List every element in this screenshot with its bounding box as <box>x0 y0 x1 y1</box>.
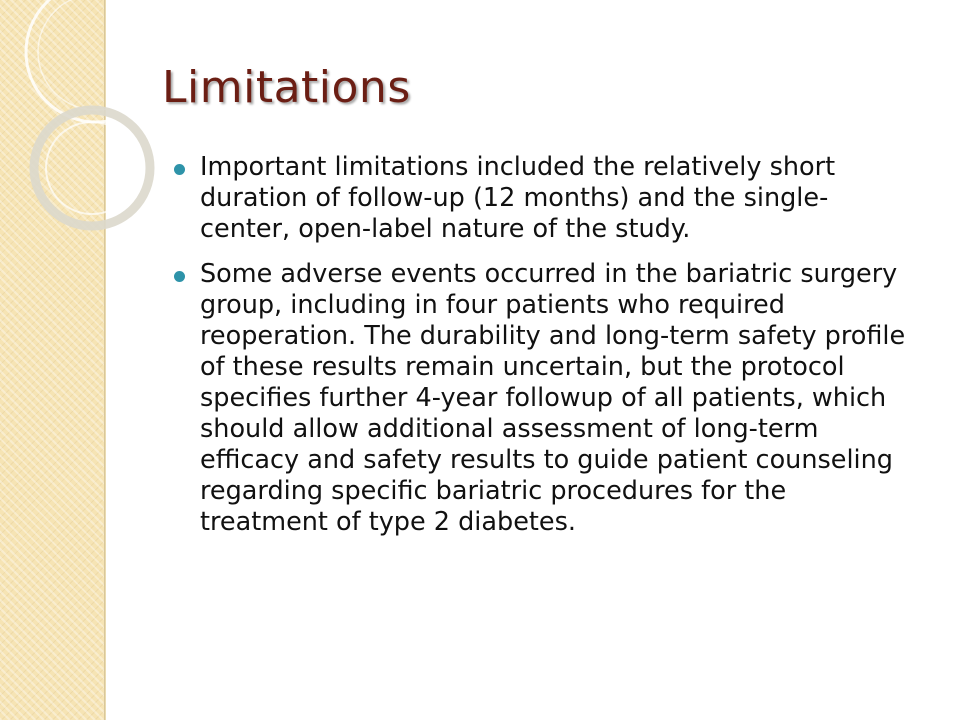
bullet-dot-icon <box>174 271 185 282</box>
bullet-list <box>172 152 912 552</box>
bullet-item <box>172 259 912 538</box>
bullet-text: Some adverse events occurred in the bariatric surgery group, including in four patients who required reoperation. The durability and long-term safety profile of these results remain uncertain, but the protocol specifies further 4-year followup of all patients, which should allow additional assessment of long-term efficacy and safety results to guide patient counseling regarding specific bariatric procedures for the treatment of type 2 diabetes. <box>200 259 906 537</box>
bullet-item <box>172 152 912 245</box>
bullet-dot-icon <box>174 164 185 175</box>
bullet-text: Important limitations included the relatively short duration of follow-up (12 months) and the single-center, open-label nature of the study. <box>200 152 836 244</box>
slide-title: Limitations <box>162 62 411 113</box>
decorative-circles <box>0 0 200 260</box>
